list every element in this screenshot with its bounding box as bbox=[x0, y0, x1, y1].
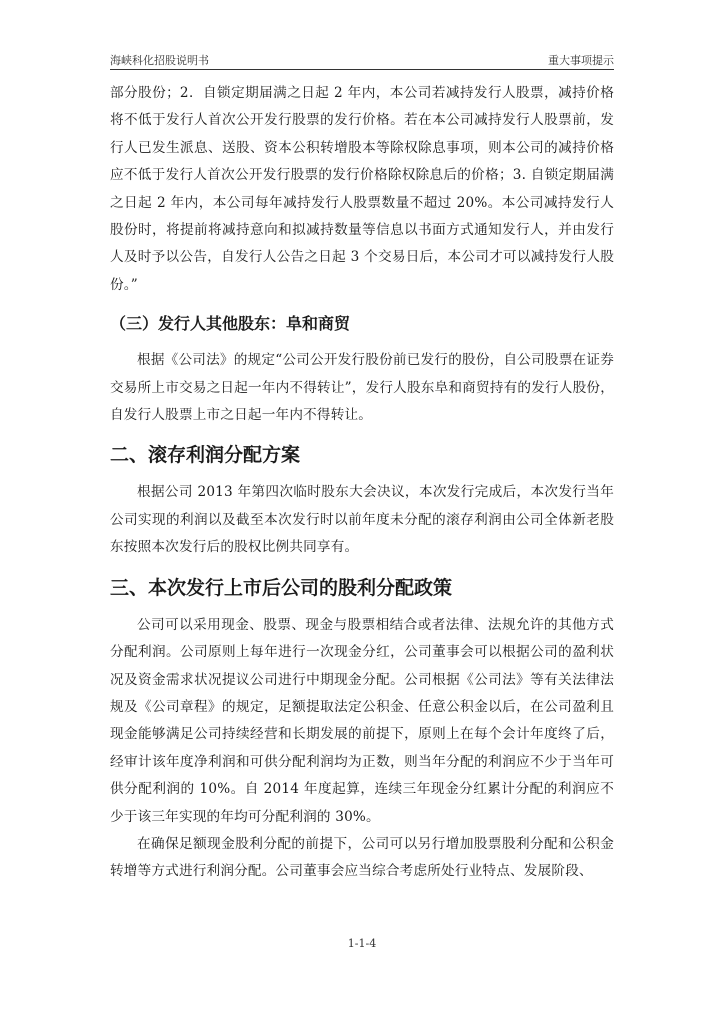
heading-dividend-policy: 三、本次发行上市后公司的股利分配政策 bbox=[110, 576, 453, 599]
page-content bbox=[110, 80, 614, 886]
paragraph-lockup-continuation: 部分股份；2．自锁定期届满之日起 2 年内，本公司若减持发行人股票，减持价格将不低于发行人首次公开发行股票的发行价格。若在本公司减持发行人股票前，发行人已发生派息、送股、资本公积转增股本等除权除息事项，则本公司的减持价格应不低于发行人首次公开发行股票的发行价格除权除息后的价格；3. 自锁定期届满之日起 2 年内，本公司每年减持发行人股票数量不超过 20%。本公司减持发行人股份时，将提前将减持意向和拟减持数量等信息以书面方式通知发行人，并由发行人及时予以公告，自发行人公告之日起 3 个交易日后，本公司才可以减持发行人股份。” bbox=[110, 85, 614, 293]
subheading-other-shareholder: （三）发行人其他股东：阜和商贸 bbox=[110, 314, 351, 334]
paragraph-dividend-policy: 公司可以采用现金、股票、现金与股票相结合或者法律、法规允许的其他方式分配利润。公司原则上每年进行一次现金分红，公司董事会可以根据公司的盈利状况及资金需求状况提议公司进行中期现金分配。公司根据《公司法》等有关法律法规及《公司章程》的规定，足额提取法定公积金、任意公积金以后，在公司盈利且现金能够满足公司持续经营和长期发展的前提下，原则上在每个会计年度终了后，经审计该年度净利润和可供分配利润均为正数，则当年分配的利润应不少于当年可供分配利润的 10%。自 2014 年度起算，连续三年现金分红累计分配的利润应不少于该三年实现的年均可分配利润的 30%。 bbox=[110, 616, 614, 825]
section-title: 重大事项提示 bbox=[548, 54, 614, 67]
paragraph-other-shareholder: 根据《公司法》的规定“公司公开发行股份前已发行的股份，自公司股票在证券交易所上市交易之日起一年内不得转让”，发行人股东阜和商贸持有的发行人股份，自发行人股票上市之日起一年内不得转让。 bbox=[110, 352, 614, 424]
paragraph-stock-dividend: 在确保足额现金股利分配的前提下，公司可以另行增加股票股利分配和公积金转增等方式进行利润分配。公司董事会应当综合考虑所处行业特点、发展阶段、 bbox=[110, 835, 614, 880]
document-title: 海峡科化招股说明书 bbox=[110, 54, 209, 67]
page-number: 1-1-4 bbox=[347, 937, 377, 950]
heading-retained-profit: 二、滚存利润分配方案 bbox=[110, 444, 301, 467]
page-header bbox=[110, 49, 614, 70]
paragraph-retained-profit: 根据公司 2013 年第四次临时股东大会决议，本次发行完成后，本次发行当年公司实现的利润以及截至本次发行时以前年度未分配的滚存利润由公司全体新老股东按照本次发行后的股权比例共同享有。 bbox=[110, 484, 614, 556]
